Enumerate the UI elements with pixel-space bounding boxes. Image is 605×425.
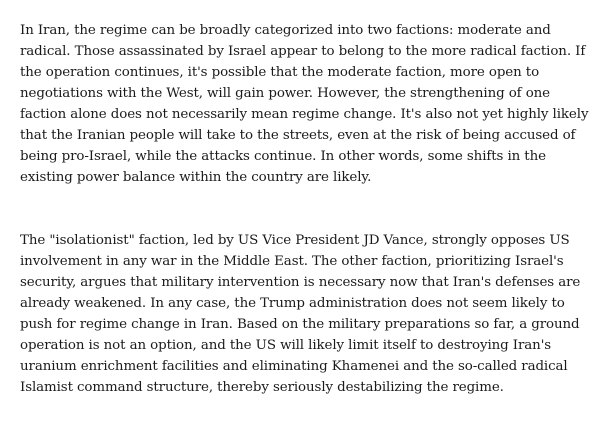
- paragraph-iran-factions: In Iran, the regime can be broadly categorized into two factions: moderate and radical. Those assassinated by Israel appear to belong to the more radical faction. If the operation continues, it's possible that the moderate faction, more open to negotiations with the West, will gain power. However, the strengthening of one faction alone does not necessarily mean regime change. It's also not yet highly likely that the Iranian people will take to the streets, even at the risk of being accused of being pro-Israel, while the attacks continue. In other words, some shifts in the existing power balance within the country are likely.: [20, 23, 589, 185]
- article-body: [20, 20, 590, 398]
- paragraph-us-factions: The "isolationist" faction, led by US Vice President JD Vance, strongly opposes US involvement in any war in the Middle East. The other faction, prioritizing Israel's security, argues that military intervention is necessary now that Iran's defenses are already weakened. In any case, the Trump administration does not seem likely to push for regime change in Iran. Based on the military preparations so far, a ground operation is not an option, and the US will likely limit itself to destroying Iran's uranium enrichment facilities and eliminating Khamenei and the so-called radical Islamist command structure, thereby seriously destabilizing the regime.: [20, 233, 581, 395]
